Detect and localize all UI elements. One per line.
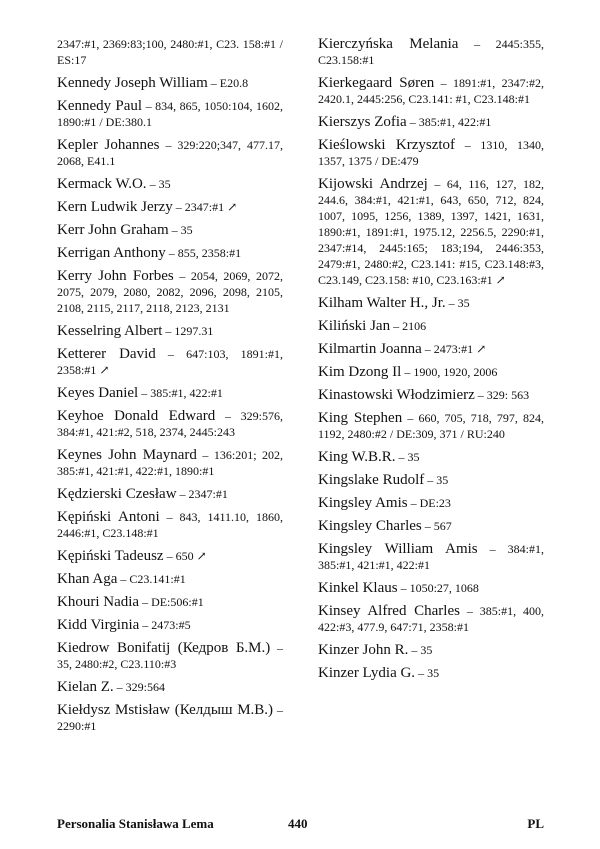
footer-page-number: 440 bbox=[288, 816, 308, 831]
entry-references: – C23.141:#1 bbox=[117, 572, 186, 586]
index-entry bbox=[318, 541, 544, 573]
index-entry bbox=[57, 702, 283, 734]
entry-name: Kinzer Lydia G. bbox=[318, 665, 416, 681]
index-entry bbox=[318, 114, 544, 130]
entry-references: – E20.8 bbox=[207, 76, 249, 90]
entry-name: Kinzer John R. bbox=[318, 642, 409, 658]
footer-book-title: Personalia Stanisława Lema bbox=[57, 816, 214, 831]
entry-name: Kępiński Antoni bbox=[57, 509, 160, 525]
index-entry bbox=[318, 341, 544, 357]
entry-references: – 1297.31 bbox=[162, 324, 214, 338]
entry-references: – 385:#1, 400, 422:#3, 477.9, 647:71, 2358:#1 bbox=[318, 604, 544, 634]
index-entry bbox=[57, 268, 283, 316]
entry-references: – 384:#1, 385:#1, 421:#1, 422:#1 bbox=[318, 542, 544, 572]
entry-name: Khouri Nadia bbox=[57, 594, 140, 610]
index-entry bbox=[57, 346, 283, 378]
entry-name: Kiedrow Bonifatij (Кедров Б.М.) bbox=[57, 640, 271, 656]
entry-references: – 843, 1411.10, 1860, 2446:#1, C23.148:#1 bbox=[57, 510, 283, 540]
index-entry bbox=[318, 176, 544, 288]
index-column-left bbox=[57, 36, 283, 741]
entry-name: Kierszys Zofia bbox=[318, 114, 407, 130]
entry-name: Kinkel Klaus bbox=[318, 580, 398, 596]
index-entry bbox=[318, 603, 544, 635]
index-entry bbox=[318, 387, 544, 403]
entry-references: – DE:506:#1 bbox=[139, 595, 204, 609]
entry-name: Kinastowski Włodzimierz bbox=[318, 387, 475, 403]
index-entry bbox=[318, 318, 544, 334]
index-entry bbox=[57, 222, 283, 238]
entry-name: Kepler Johannes bbox=[57, 137, 160, 153]
entry-name: Kinsey Alfred Charles bbox=[318, 603, 460, 619]
index-entry bbox=[57, 323, 283, 339]
entry-references: – 2054, 2069, 2072, 2075, 2079, 2080, 2082, 2096, 2098, 2105, 2108, 2115, 2117, 2118, 2123, 2131 bbox=[57, 269, 283, 315]
index-entry bbox=[57, 548, 283, 564]
index-entry bbox=[318, 580, 544, 596]
entry-name: Kingsley Charles bbox=[318, 518, 422, 534]
entry-references: – 329: 563 bbox=[474, 388, 530, 402]
entry-name: Kędzierski Czesław bbox=[57, 486, 177, 502]
entry-references: – 1310, 1340, 1357, 1375 / DE:479 bbox=[318, 138, 544, 168]
index-entry bbox=[318, 518, 544, 534]
entry-name: Kern Ludwik Jerzy bbox=[57, 199, 173, 215]
entry-references: – 2445:355, C23.158:#1 bbox=[318, 37, 545, 67]
index-column-right bbox=[318, 36, 544, 688]
entry-references: – 35 bbox=[408, 643, 433, 657]
entry-references: – 64, 116, 127, 182, 244.6, 384:#1, 421:#1, 643, 650, 712, 824, 1007, 1095, 1256, 1389, 1397, 1421, 1631, 1890:#1, 1891:#1, 1975.12, 2256.5, 2290:#1, 2347:#14, 2445:165; 183;194, 2446:353, 2479:#1, 2480:#2, C23.141: #15, C23.148:#3, C23.149, C23.158: #10, C23.163:#1 ↗ bbox=[318, 177, 544, 287]
entry-name: Kerrigan Anthony bbox=[57, 245, 166, 261]
entry-references: – 35 bbox=[424, 473, 449, 487]
entry-name: Kiliński Jan bbox=[318, 318, 391, 334]
index-entry bbox=[57, 640, 283, 672]
entry-references: – 2347:#1 ↗ bbox=[172, 200, 238, 214]
index-entry bbox=[57, 98, 283, 130]
entry-references: – 35 bbox=[415, 666, 440, 680]
entry-name: Kierkegaard Søren bbox=[318, 75, 435, 91]
entry-name: Kiełdysz Mstisław (Келдыш М.В.) bbox=[57, 702, 274, 718]
entry-name: Kesselring Albert bbox=[57, 323, 163, 339]
entry-references: – 329:564 bbox=[113, 680, 165, 694]
entry-name: Kingsley Amis bbox=[318, 495, 408, 511]
entry-references: – 2473:#1 ↗ bbox=[421, 342, 487, 356]
entry-name: Khan Aga bbox=[57, 571, 118, 587]
entry-references: – 35 bbox=[168, 223, 193, 237]
footer-language: PL bbox=[527, 816, 544, 831]
entry-references: – 1900, 1920, 2006 bbox=[401, 365, 498, 379]
index-entry bbox=[318, 295, 544, 311]
index-entry bbox=[57, 385, 283, 401]
index-entry bbox=[57, 176, 283, 192]
entry-name: Kilham Walter H., Jr. bbox=[318, 295, 446, 311]
index-entry bbox=[318, 495, 544, 511]
index-entry bbox=[318, 642, 544, 658]
entry-references: – 329:576, 384:#1, 421:#2, 518, 2374, 2445:243 bbox=[57, 409, 283, 439]
entry-name: Kerr John Graham bbox=[57, 222, 169, 238]
entry-references: – 2290:#1 bbox=[57, 703, 283, 733]
index-entry bbox=[318, 75, 544, 107]
index-entry bbox=[57, 199, 283, 215]
entry-name: Ketterer David bbox=[57, 346, 156, 362]
entry-references: – 385:#1, 422:#1 bbox=[138, 386, 223, 400]
entry-name: Kermack W.O. bbox=[57, 176, 147, 192]
entry-references: – 650 ↗ bbox=[163, 549, 207, 563]
entry-name: Kieślowski Krzysztof bbox=[318, 137, 456, 153]
index-entry bbox=[318, 36, 544, 68]
entry-references: – 329:220;347, 477.17, 2068, E41.1 bbox=[57, 138, 283, 168]
index-entry bbox=[57, 137, 283, 169]
entry-references: – 2106 bbox=[390, 319, 427, 333]
entry-references: – 35 bbox=[146, 177, 171, 191]
index-entry bbox=[57, 75, 283, 91]
entry-name: Kerry John Forbes bbox=[57, 268, 174, 284]
entry-name: Kim Dzong Il bbox=[318, 364, 402, 380]
entry-references: – 2473:#5 bbox=[139, 618, 191, 632]
entry-references: – DE:23 bbox=[407, 496, 451, 510]
entry-name: Kilmartin Joanna bbox=[318, 341, 422, 357]
entry-name: King Stephen bbox=[318, 410, 403, 426]
index-entry bbox=[57, 594, 283, 610]
entry-references: – 2347:#1 bbox=[176, 487, 228, 501]
entry-references: – 35, 2480:#2, C23.110:#3 bbox=[57, 641, 283, 671]
index-entry bbox=[57, 408, 283, 440]
index-entry bbox=[57, 245, 283, 261]
entry-name: Kielan Z. bbox=[57, 679, 114, 695]
entry-references: – 647:103, 1891:#1, 2358:#1 ↗ bbox=[57, 347, 283, 377]
index-entry bbox=[318, 449, 544, 465]
index-entry bbox=[318, 410, 544, 442]
entry-name: Kingslake Rudolf bbox=[318, 472, 425, 488]
index-entry bbox=[318, 665, 544, 681]
entry-references: – 834, 865, 1050:104, 1602, 1890:#1 / DE:380.1 bbox=[57, 99, 283, 129]
entry-name: Kennedy Joseph William bbox=[57, 75, 208, 91]
entry-name: Kierczyńska Melania bbox=[318, 36, 459, 52]
entry-references: – 855, 2358:#1 bbox=[165, 246, 242, 260]
entry-name: Keynes John Maynard bbox=[57, 447, 197, 463]
entry-name: Kidd Virginia bbox=[57, 617, 140, 633]
index-entry bbox=[318, 472, 544, 488]
entry-references: – 1891:#1, 2347:#2, 2420.1, 2445:256, C23.141: #1, C23.148:#1 bbox=[318, 76, 544, 106]
index-entry bbox=[57, 571, 283, 587]
entry-name: Kennedy Paul bbox=[57, 98, 143, 114]
entry-references: 2347:#1, 2369:83;100, 2480:#1, C23. 158:#1 / ES:17 bbox=[57, 37, 283, 67]
index-entry bbox=[57, 486, 283, 502]
index-entry bbox=[57, 617, 283, 633]
entry-references: – 1050:27, 1068 bbox=[397, 581, 479, 595]
entry-references: – 136:201; 202, 385:#1, 421:#1, 422:#1, 1890:#1 bbox=[57, 448, 283, 478]
index-entry bbox=[57, 447, 283, 479]
entry-references: – 660, 705, 718, 797, 824, 1192, 2480:#2 / DE:309, 371 / RU:240 bbox=[318, 411, 545, 441]
entry-references: – 35 bbox=[395, 450, 420, 464]
index-entry bbox=[57, 509, 283, 541]
entry-name: Kępiński Tadeusz bbox=[57, 548, 164, 564]
entry-name: Kijowski Andrzej bbox=[318, 176, 428, 192]
entry-name: Kingsley William Amis bbox=[318, 541, 478, 557]
index-entry bbox=[57, 679, 283, 695]
page-footer bbox=[57, 816, 544, 832]
index-entry bbox=[57, 36, 283, 68]
entry-references: – 567 bbox=[421, 519, 452, 533]
entry-references: – 35 bbox=[445, 296, 470, 310]
entry-references: – 385:#1, 422:#1 bbox=[406, 115, 492, 129]
entry-name: Keyhoe Donald Edward bbox=[57, 408, 216, 424]
entry-name: King W.B.R. bbox=[318, 449, 396, 465]
index-entry bbox=[318, 137, 544, 169]
index-entry bbox=[318, 364, 544, 380]
entry-name: Keyes Daniel bbox=[57, 385, 139, 401]
